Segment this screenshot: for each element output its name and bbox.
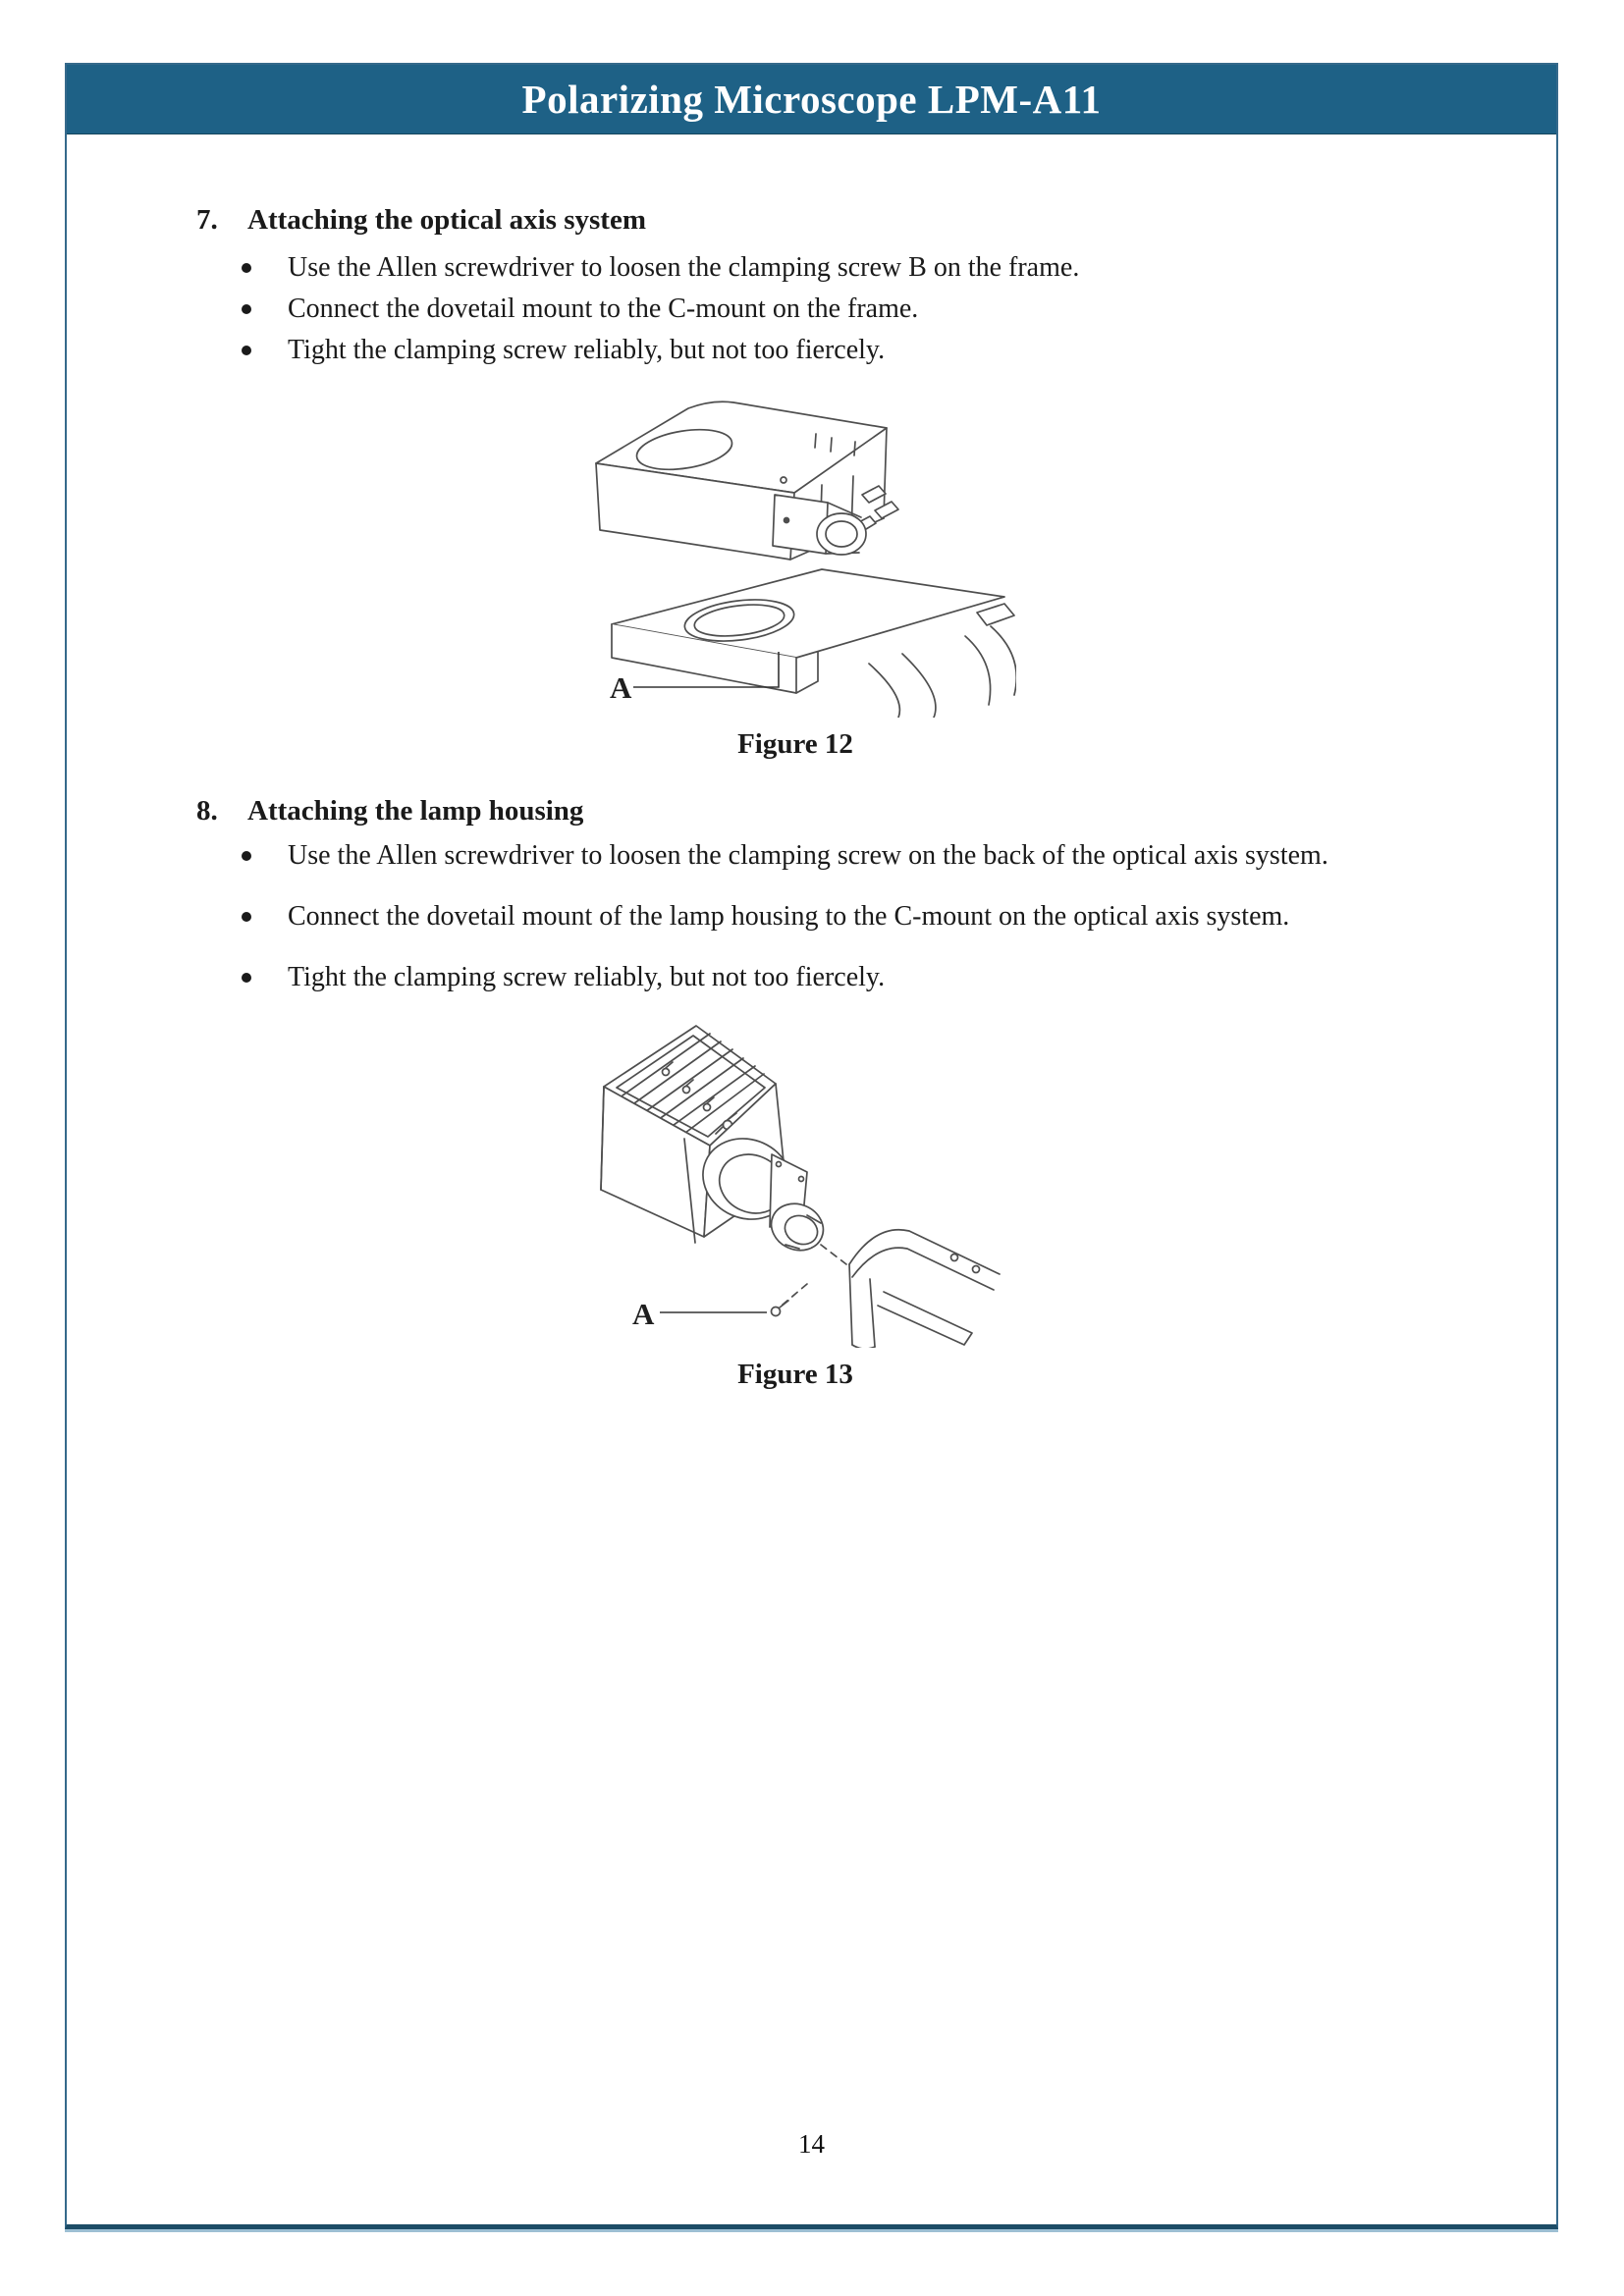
section-attaching-lamp-housing [196, 793, 1394, 1392]
lamp-housing-drawing [550, 1019, 1041, 1348]
section-bullet-list [196, 836, 1394, 997]
figure-12 [196, 379, 1394, 762]
bullet-item: Use the Allen screwdriver to loosen the clamping screw B on the frame. [196, 247, 1394, 289]
page-content [67, 134, 1556, 1392]
page-header-bar [67, 65, 1556, 134]
bullet-item: Tight the clamping screw reliably, but not too fiercely. [196, 330, 1394, 371]
section-title: Attaching the optical axis system [247, 204, 646, 236]
figure12-caption: Figure 12 [737, 728, 853, 760]
section-attaching-optical-axis-system [196, 202, 1394, 762]
section-heading [196, 202, 1394, 238]
document-title: Polarizing Microscope LPM-A11 [521, 77, 1102, 122]
figure-13 [196, 1019, 1394, 1392]
bullet-item: Connect the dovetail mount to the C-mount on the frame. [196, 289, 1394, 330]
section-heading [196, 793, 1394, 828]
section-title: Attaching the lamp housing [247, 795, 584, 827]
section-bullet-list [196, 247, 1394, 371]
bullet-item: Use the Allen screwdriver to loosen the clamping screw on the back of the optical axis system. [196, 836, 1394, 876]
figure13-part-label: A [632, 1297, 655, 1331]
section-number: 8. [196, 795, 218, 827]
figure13-caption: Figure 13 [737, 1359, 853, 1390]
manual-page [65, 63, 1558, 2229]
section-number: 7. [196, 204, 218, 236]
page-number: 14 [798, 2129, 825, 2159]
figure12-part-label: A [610, 670, 632, 705]
optical-axis-system-drawing [574, 379, 1016, 718]
bullet-item: Tight the clamping screw reliably, but not too fiercely. [196, 958, 1394, 997]
bullet-item: Connect the dovetail mount of the lamp housing to the C-mount on the optical axis system. [196, 897, 1394, 936]
